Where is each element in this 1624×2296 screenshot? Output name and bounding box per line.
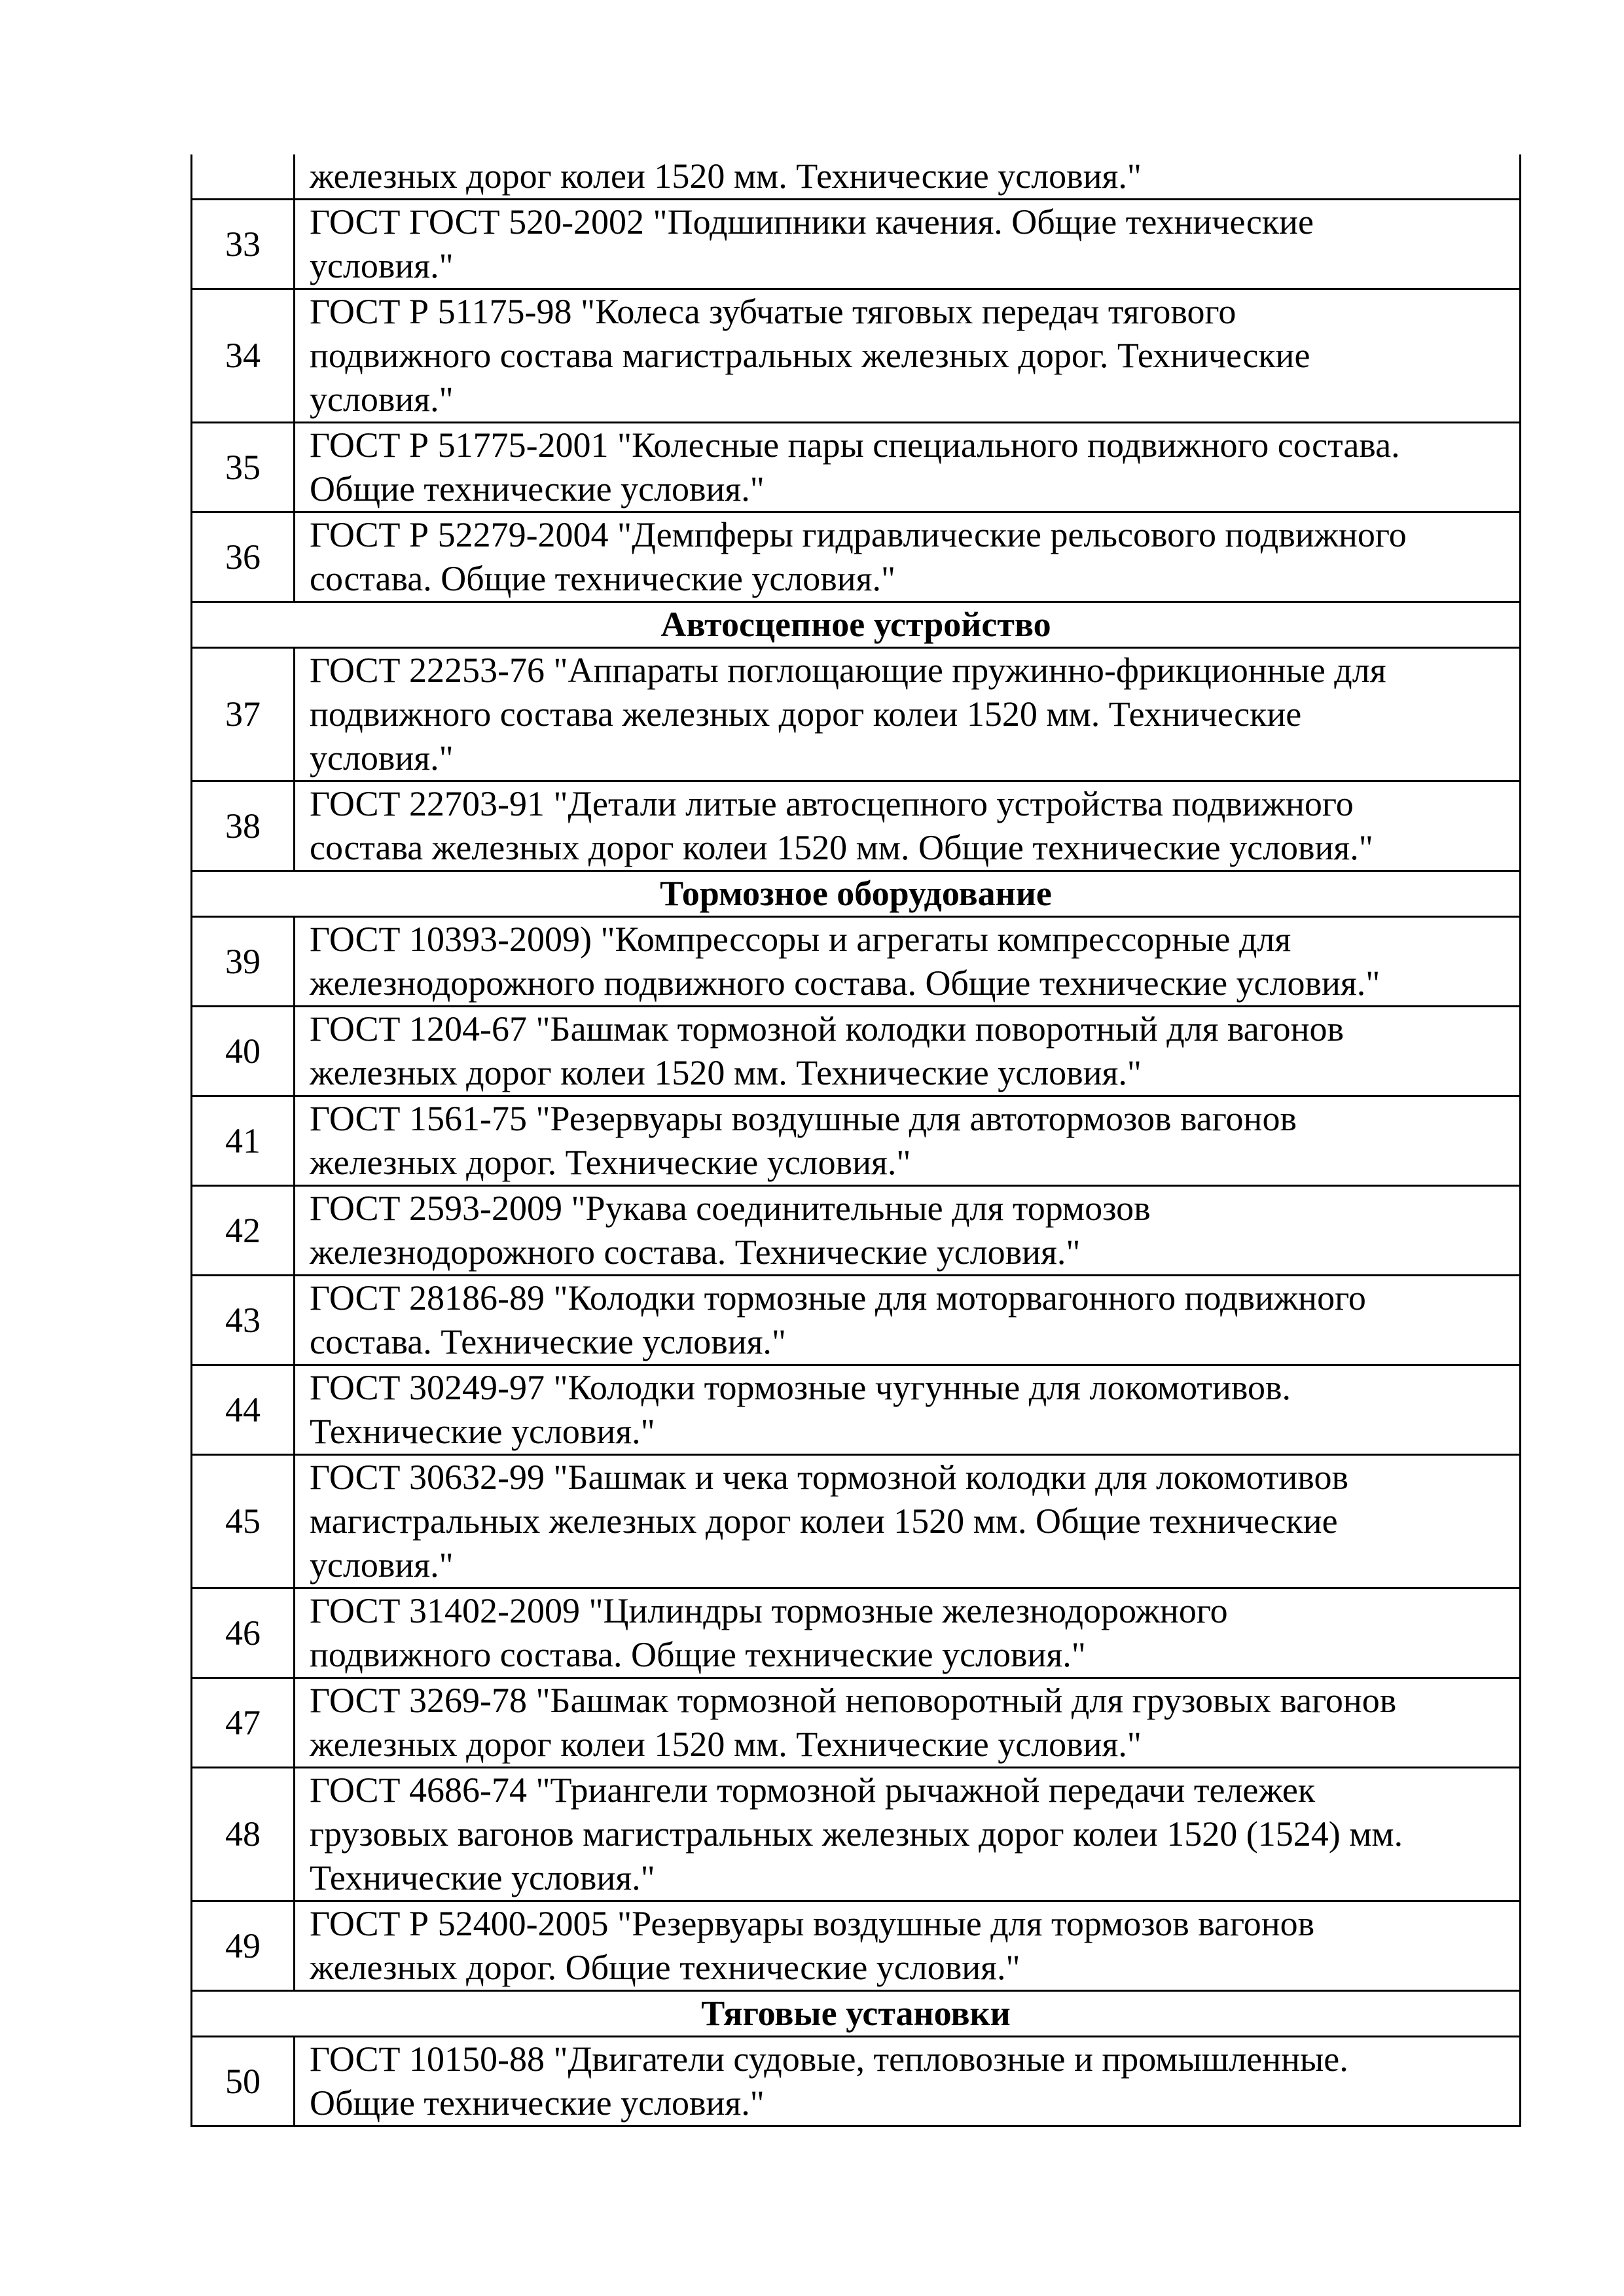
description-line: ГОСТ 30632-99 "Башмак и чека тормозной колодки для локомотивов: [310, 1458, 1348, 1497]
standard-description: [295, 289, 1521, 423]
table-row: [192, 200, 1521, 289]
table-row: [192, 1096, 1521, 1186]
description-line: Технические условия.": [310, 1858, 655, 1897]
description-line: ГОСТ 10393-2009) "Компрессоры и агрегаты компрессорные для: [310, 920, 1291, 959]
description-line: грузовых вагонов магистральных железных дорог колеи 1520 (1524) мм.: [310, 1814, 1403, 1854]
standard-description: [295, 154, 1521, 200]
description-line: состава. Общие технические условия.": [310, 559, 896, 598]
description-line: ГОСТ Р 51175-98 "Колеса зубчатые тяговых передач тягового: [310, 292, 1236, 331]
row-number: 41: [192, 1096, 295, 1186]
table-row: [192, 1901, 1521, 1991]
description-line: железных дорог. Общие технические условия.": [310, 1948, 1020, 1987]
description-line: железнодорожного подвижного состава. Общие технические условия.": [310, 963, 1380, 1003]
description-line: подвижного состава. Общие технические условия.": [310, 1635, 1086, 1674]
description-line: ГОСТ 1561-75 "Резервуары воздушные для автотормозов вагонов: [310, 1099, 1297, 1138]
description-line: железных дорог колеи 1520 мм. Технические условия.": [310, 1725, 1142, 1764]
description-line: ГОСТ 31402-2009 "Цилиндры тормозные железнодорожного: [310, 1591, 1228, 1630]
description-line: ГОСТ 10150-88 "Двигатели судовые, тепловозные и промышленные.: [310, 2039, 1348, 2079]
table-row: [192, 423, 1521, 512]
row-number: 33: [192, 200, 295, 289]
standard-description: [295, 917, 1521, 1007]
table-row: [192, 648, 1521, 781]
description-line: условия.": [310, 1545, 454, 1585]
table-row: [192, 1186, 1521, 1276]
description-line: ГОСТ 2593-2009 "Рукава соединительные для тормозов: [310, 1189, 1151, 1228]
standard-description: [295, 1901, 1521, 1991]
row-number: 39: [192, 917, 295, 1007]
standard-description: [295, 2037, 1521, 2126]
description-line: ГОСТ 4686-74 "Триангели тормозной рычажной передачи тележек: [310, 1770, 1316, 1810]
standard-description: [295, 1588, 1521, 1678]
row-number: 46: [192, 1588, 295, 1678]
table-row: [192, 917, 1521, 1007]
table-row: [192, 1276, 1521, 1365]
standard-description: [295, 1007, 1521, 1096]
standard-description: [295, 200, 1521, 289]
description-line: состава. Технические условия.": [310, 1322, 786, 1361]
standards-table: [190, 154, 1521, 2127]
description-line: условия.": [310, 380, 454, 419]
row-number: 50: [192, 2037, 295, 2126]
description-line: условия.": [310, 246, 454, 285]
description-line: ГОСТ 22703-91 "Детали литые автосцепного устройства подвижного: [310, 784, 1354, 823]
standard-description: [295, 1096, 1521, 1186]
description-line: Технические условия.": [310, 1412, 655, 1451]
section-header-row: [192, 602, 1521, 648]
standard-description: [295, 648, 1521, 781]
section-title: Автосцепное устройство: [192, 602, 1521, 648]
section-title: Тормозное оборудование: [192, 871, 1521, 917]
table-row: [192, 1007, 1521, 1096]
standard-description: [295, 423, 1521, 512]
table-row: [192, 154, 1521, 200]
description-line: ГОСТ 28186-89 "Колодки тормозные для моторвагонного подвижного: [310, 1278, 1366, 1318]
description-line: ГОСТ Р 52400-2005 "Резервуары воздушные для тормозов вагонов: [310, 1904, 1315, 1943]
standard-description: [295, 1678, 1521, 1768]
row-number: 47: [192, 1678, 295, 1768]
row-number: 38: [192, 781, 295, 871]
row-number: 44: [192, 1365, 295, 1455]
standard-description: [295, 512, 1521, 602]
description-line: ГОСТ Р 52279-2004 "Демпферы гидравлические рельсового подвижного: [310, 515, 1407, 554]
table-row: [192, 1678, 1521, 1768]
row-number: 34: [192, 289, 295, 423]
table-row: [192, 1455, 1521, 1588]
description-line: состава железных дорог колеи 1520 мм. Общие технические условия.": [310, 828, 1373, 867]
description-line: подвижного состава магистральных железных дорог. Технические: [310, 336, 1310, 375]
row-number: [192, 154, 295, 200]
row-number: 42: [192, 1186, 295, 1276]
table-row: [192, 512, 1521, 602]
table-row: [192, 1768, 1521, 1901]
description-line: магистральных железных дорог колеи 1520 мм. Общие технические: [310, 1501, 1338, 1541]
standard-description: [295, 1186, 1521, 1276]
row-number: 43: [192, 1276, 295, 1365]
description-line: ГОСТ 30249-97 "Колодки тормозные чугунные для локомотивов.: [310, 1368, 1291, 1407]
standard-description: [295, 1455, 1521, 1588]
row-number: 37: [192, 648, 295, 781]
table-row: [192, 2037, 1521, 2126]
description-line: ГОСТ Р 51775-2001 "Колесные пары специального подвижного состава.: [310, 425, 1400, 465]
description-line: Общие технические условия.": [310, 2083, 765, 2123]
row-number: 40: [192, 1007, 295, 1096]
description-line: железных дорог. Технические условия.": [310, 1143, 911, 1182]
table-row: [192, 289, 1521, 423]
row-number: 49: [192, 1901, 295, 1991]
description-line: ГОСТ 3269-78 "Башмак тормозной неповоротный для грузовых вагонов: [310, 1681, 1397, 1720]
description-line: железных дорог колеи 1520 мм. Технические условия.": [310, 156, 1142, 196]
table-row: [192, 1588, 1521, 1678]
description-line: ГОСТ 1204-67 "Башмак тормозной колодки поворотный для вагонов: [310, 1009, 1344, 1049]
description-line: ГОСТ 22253-76 "Аппараты поглощающие пружинно-фрикционные для: [310, 651, 1386, 690]
description-line: условия.": [310, 738, 454, 778]
section-title: Тяговые установки: [192, 1991, 1521, 2037]
description-line: Общие технические условия.": [310, 469, 765, 509]
table-row: [192, 1365, 1521, 1455]
section-header-row: [192, 871, 1521, 917]
row-number: 45: [192, 1455, 295, 1588]
section-header-row: [192, 1991, 1521, 2037]
table-row: [192, 781, 1521, 871]
row-number: 36: [192, 512, 295, 602]
description-line: железнодорожного состава. Технические условия.": [310, 1232, 1081, 1272]
row-number: 48: [192, 1768, 295, 1901]
table-body: [192, 154, 1521, 2126]
description-line: подвижного состава железных дорог колеи 1520 мм. Технические: [310, 694, 1302, 734]
standard-description: [295, 1276, 1521, 1365]
description-line: железных дорог колеи 1520 мм. Технические условия.": [310, 1053, 1142, 1092]
description-line: ГОСТ ГОСТ 520-2002 "Подшипники качения. Общие технические: [310, 202, 1314, 242]
row-number: 35: [192, 423, 295, 512]
standard-description: [295, 1365, 1521, 1455]
standard-description: [295, 1768, 1521, 1901]
standard-description: [295, 781, 1521, 871]
